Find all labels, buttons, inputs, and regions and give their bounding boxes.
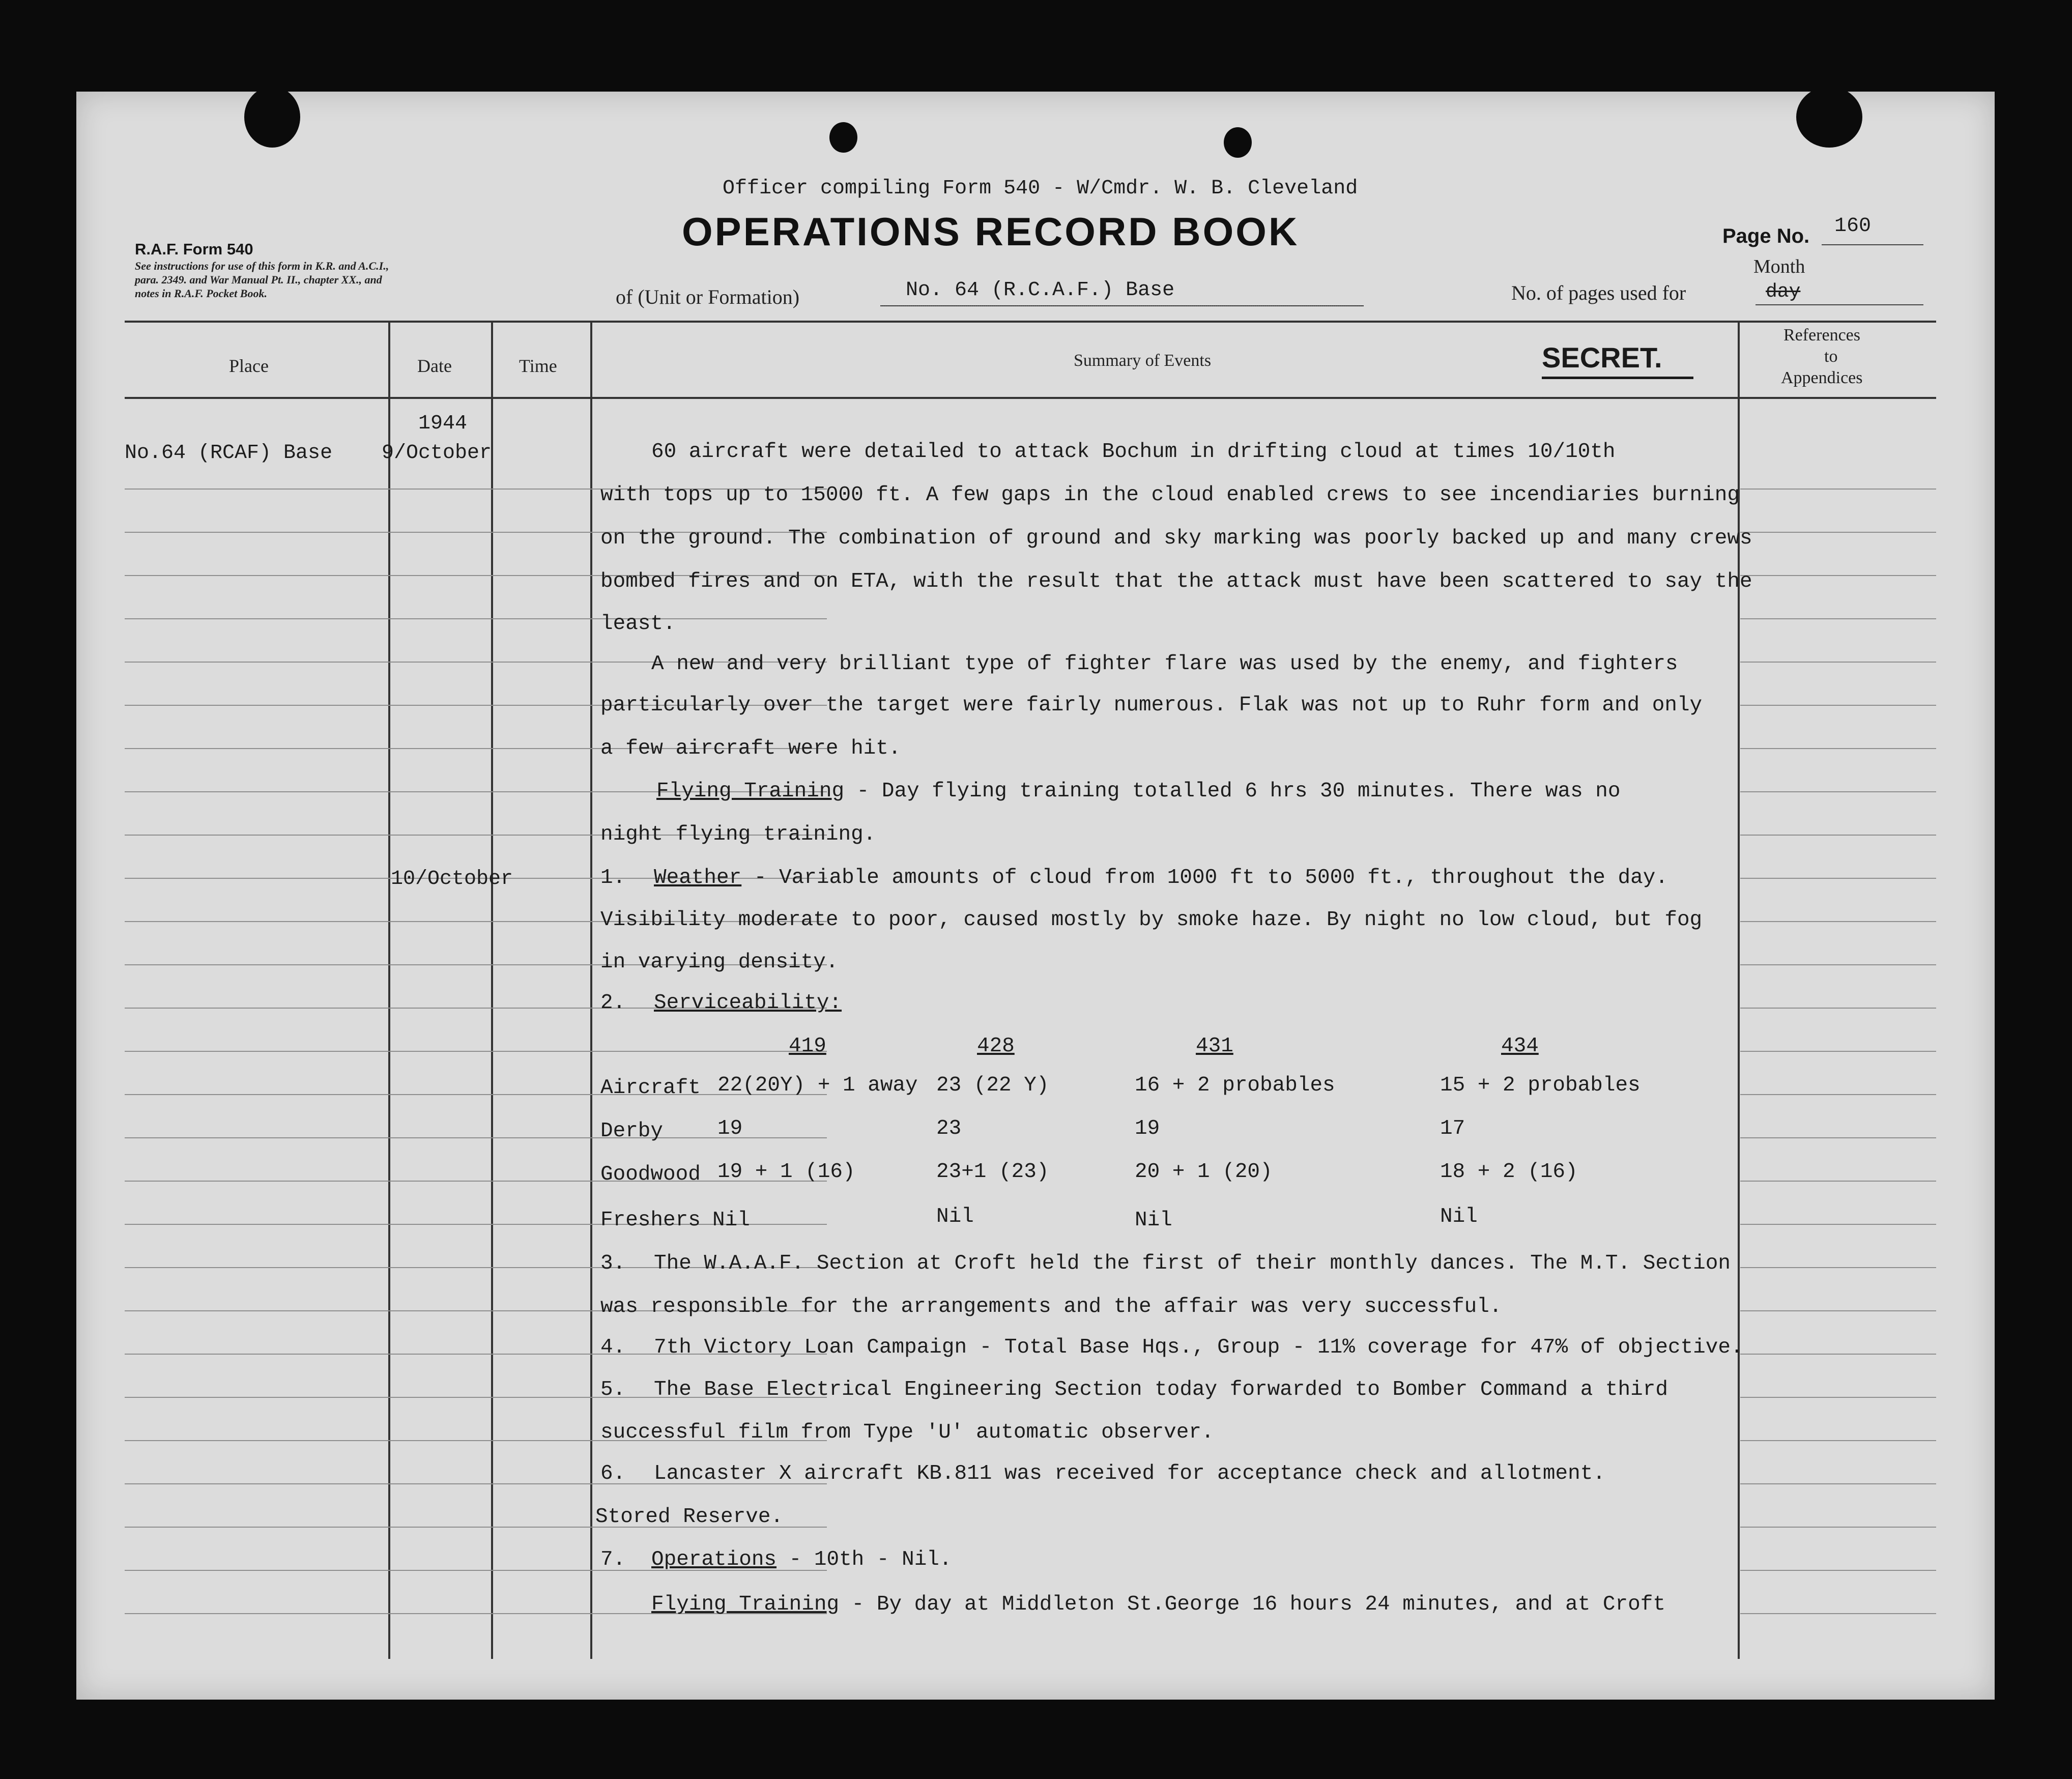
- time-column-border: [590, 321, 592, 1659]
- serviceability-cell: 20 + 1 (20): [1135, 1160, 1273, 1184]
- form-number: R.A.F. Form 540: [135, 240, 253, 258]
- flying-training-heading: Flying Training: [656, 780, 845, 803]
- table-header-rule: [125, 397, 1936, 399]
- page-number-value: 160: [1834, 215, 1872, 238]
- pages-used-rule: [1756, 304, 1923, 305]
- serviceability-row-label: Derby: [600, 1120, 664, 1143]
- page-number-rule: [1822, 244, 1923, 245]
- summary-line: [651, 1548, 952, 1571]
- summary-line: [651, 1593, 1665, 1616]
- item-number: 4.: [600, 1336, 626, 1359]
- summary-line: 60 aircraft were detailed to attack Bochum in drifting cloud at times 10/10th: [651, 440, 1616, 464]
- summary-line: in varying density.: [600, 951, 839, 974]
- summary-line: particularly over the target were fairly numerous. Flak was not up to Ruhr form and only: [600, 694, 1703, 717]
- serviceability-cell: 23 (22 Y): [936, 1074, 1049, 1097]
- punch-hole-centre-left: [829, 122, 857, 153]
- serviceability-cell: Nil: [712, 1209, 750, 1232]
- punch-hole-left: [244, 87, 300, 148]
- summary-line: [654, 866, 1668, 889]
- classification-stamp: SECRET.: [1542, 341, 1662, 374]
- summary-line: A new and very brilliant type of fighter flare was used by the enemy, and fighters: [651, 652, 1678, 676]
- serviceability-cell: 17: [1440, 1117, 1465, 1140]
- item-number: 1.: [600, 866, 626, 889]
- summary-line: night flying training.: [600, 823, 876, 846]
- serviceability-cell: 15 + 2 probables: [1440, 1074, 1641, 1097]
- unit-label: of (Unit or Formation): [616, 285, 800, 308]
- serviceability-row-label: Aircraft: [600, 1076, 701, 1100]
- column-header-summary: Summary of Events: [1074, 351, 1212, 370]
- page-number-label: Page No.: [1722, 225, 1810, 247]
- serviceability-cell: 22(20Y) + 1 away: [717, 1074, 918, 1097]
- date-entry-10-october: 10/October: [391, 868, 513, 891]
- serviceability-cell: Nil: [1440, 1205, 1478, 1228]
- summary-line: The Base Electrical Engineering Section today forwarded to Bomber Command a third: [654, 1378, 1668, 1401]
- column-header-references: References: [1783, 326, 1861, 345]
- place-column-border: [388, 321, 390, 1659]
- pages-used-value: day: [1766, 281, 1801, 303]
- item-number: 7.: [600, 1548, 626, 1571]
- serviceability-cell: 16 + 2 probables: [1135, 1074, 1335, 1097]
- operations-heading: Operations: [651, 1548, 777, 1571]
- serviceability-cell: 19: [1135, 1117, 1160, 1140]
- summary-column-border: [1738, 321, 1740, 1659]
- squadron-header: 431: [1196, 1035, 1233, 1058]
- year-entry: 1944: [418, 412, 468, 435]
- summary-line: [656, 780, 1621, 803]
- squadron-header: 434: [1501, 1035, 1539, 1058]
- flying-training-text: - Day flying training totalled 6 hrs 30 minutes. There was no: [844, 780, 1621, 803]
- serviceability-cell: Nil: [1135, 1209, 1172, 1232]
- weather-heading: Weather: [654, 866, 742, 889]
- column-header-time: Time: [519, 356, 557, 376]
- date-entry-9-october: 9/October: [382, 442, 492, 465]
- column-header-appendices: Appendices: [1781, 368, 1863, 387]
- classification-underline: [1542, 377, 1693, 379]
- unit-value: No. 64 (R.C.A.F.) Base: [906, 279, 1175, 302]
- serviceability-cell: 23+1 (23): [936, 1160, 1049, 1184]
- summary-line: bombed fires and on ETA, with the result that the attack must have been scattered to say the: [600, 570, 1752, 593]
- summary-line: 7th Victory Loan Campaign - Total Base Hqs., Group - 11% coverage for 47% of objective.: [654, 1336, 1743, 1359]
- squadron-header: 419: [789, 1035, 826, 1058]
- summary-line: Lancaster X aircraft KB.811 was received for acceptance check and allotment.: [654, 1462, 1605, 1485]
- serviceability-cell: 18 + 2 (16): [1440, 1160, 1578, 1184]
- summary-line: with tops up to 15000 ft. A few gaps in the cloud enabled crews to see incendiaries burning: [600, 483, 1740, 507]
- page-title: OPERATIONS RECORD BOOK: [682, 209, 1300, 254]
- column-header-references-to: to: [1824, 347, 1838, 366]
- place-entry: No.64 (RCAF) Base: [125, 442, 333, 465]
- summary-line: Stored Reserve.: [595, 1505, 784, 1529]
- serviceability-row-label: Goodwood: [600, 1163, 701, 1186]
- summary-line: The W.A.A.F. Section at Croft held the first of their monthly dances. The M.T. Section: [654, 1252, 1731, 1275]
- summary-line: successful film from Type 'U' automatic observer.: [600, 1421, 1214, 1444]
- summary-line: Visibility moderate to poor, caused mostly by smoke haze. By night no low cloud, but fog: [600, 908, 1703, 932]
- summary-line: a few aircraft were hit.: [600, 737, 901, 760]
- item-number: 6.: [600, 1462, 626, 1485]
- form-instructions-line-2: para. 2349. and War Manual Pt. II., chapter XX., and: [135, 273, 382, 286]
- item-number: 5.: [600, 1378, 626, 1401]
- table-top-rule: [125, 321, 1936, 323]
- item-number: 3.: [600, 1252, 626, 1275]
- punch-hole-centre-right: [1224, 127, 1252, 158]
- punch-hole-right: [1796, 87, 1862, 148]
- summary-line: least.: [600, 612, 676, 636]
- item-number: 2.: [600, 991, 626, 1015]
- pages-used-label: No. of pages used for: [1511, 281, 1686, 304]
- date-column-border: [491, 321, 493, 1659]
- serviceability-heading: Serviceability:: [654, 991, 842, 1015]
- summary-line: on the ground. The combination of ground and sky marking was poorly backed up and many crews: [600, 527, 1752, 550]
- form-sheet: [76, 92, 1995, 1700]
- weather-text: - Variable amounts of cloud from 1000 ft to 5000 ft., throughout the day.: [741, 866, 1668, 889]
- unit-rule: [880, 305, 1364, 306]
- serviceability-cell: 23: [936, 1117, 962, 1140]
- column-header-date: Date: [417, 356, 452, 376]
- flying-training-text: - By day at Middleton St.George 16 hours 24 minutes, and at Croft: [839, 1593, 1665, 1616]
- form-instructions-line-3: notes in R.A.F. Pocket Book.: [135, 287, 267, 300]
- serviceability-row-label: Freshers: [600, 1209, 701, 1232]
- column-header-place: Place: [229, 356, 269, 376]
- serviceability-cell: 19: [717, 1117, 743, 1140]
- month-label: Month: [1753, 256, 1805, 277]
- summary-line: was responsible for the arrangements and the affair was very successful.: [600, 1295, 1502, 1318]
- squadron-header: 428: [977, 1035, 1015, 1058]
- serviceability-cell: Nil: [936, 1205, 974, 1228]
- compiler-line: Officer compiling Form 540 - W/Cmdr. W. B. Cleveland: [723, 177, 1358, 200]
- form-instructions-line-1: See instructions for use of this form in K.R. and A.C.I.,: [135, 260, 389, 272]
- operations-text: - 10th - Nil.: [776, 1548, 952, 1571]
- flying-training-heading: Flying Training: [651, 1593, 840, 1616]
- serviceability-cell: 19 + 1 (16): [717, 1160, 855, 1184]
